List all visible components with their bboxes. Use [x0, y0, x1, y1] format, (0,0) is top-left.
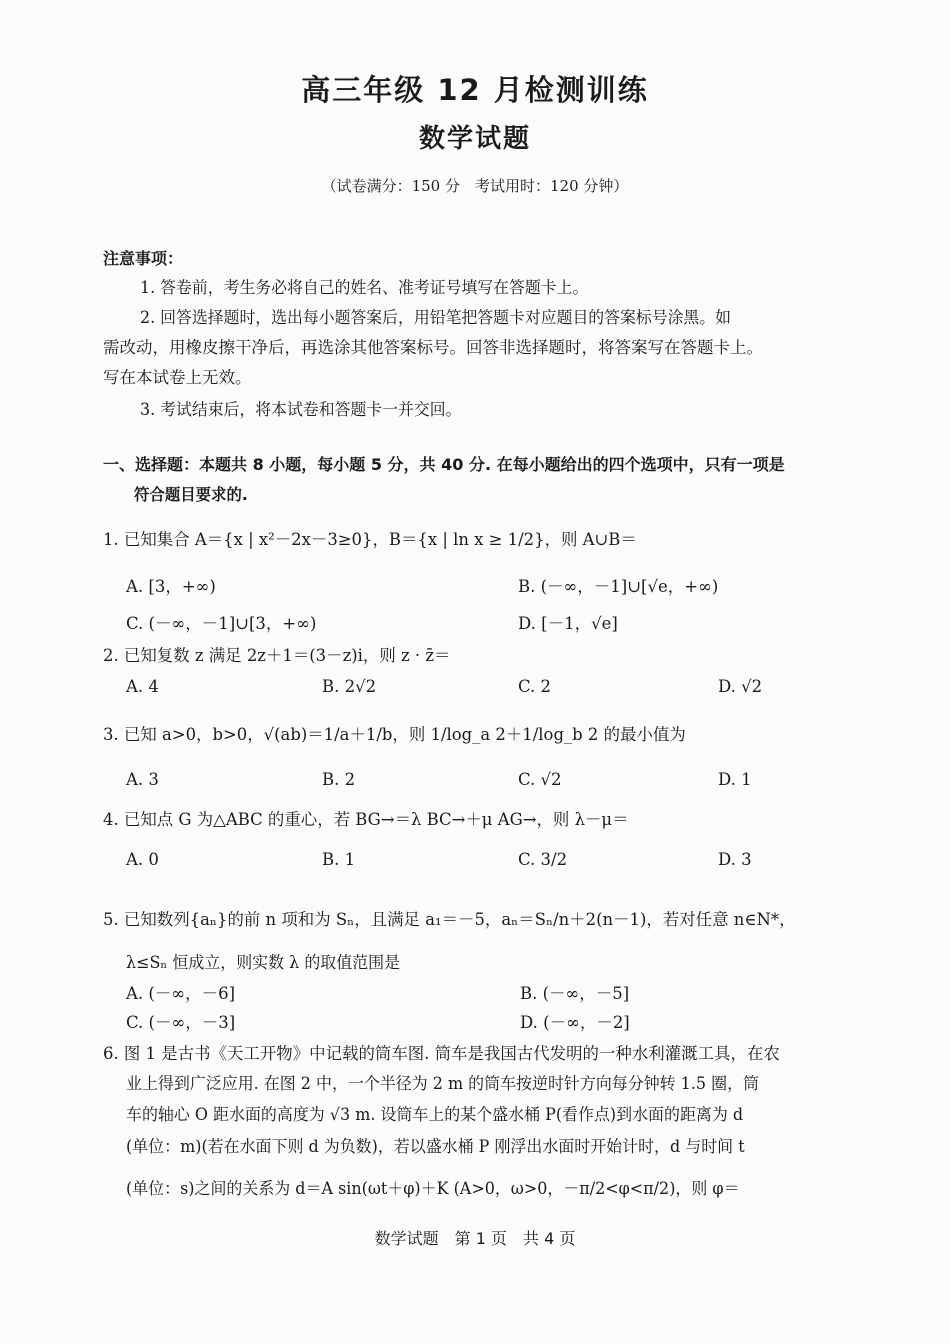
q2-option-a: A. 4	[126, 677, 159, 696]
q3-option-a: A. 3	[126, 770, 159, 789]
q2-option-c: C. 2	[518, 677, 552, 696]
question-5: 5. 已知数列{aₙ}的前 n 项和为 Sₙ，且满足 a₁＝－5，aₙ＝Sₙ/n＋2(n－1)，若对任意 n∈N*，	[103, 910, 796, 929]
q4-option-d: D. 3	[718, 850, 752, 869]
q1-option-a: A. [3，+∞)	[126, 577, 216, 596]
q5-option-d: D. (－∞，－2]	[520, 1013, 630, 1032]
question-6: 6. 图 1 是古书《天工开物》中记载的筒车图. 筒车是我国古代发明的一种水利灌溉工具，在农	[103, 1044, 780, 1063]
q3-option-d: D. 1	[718, 770, 752, 789]
q1-option-b: B. (－∞，－1]∪[√e，+∞)	[518, 577, 719, 596]
exam-title: 高三年级 12 月检测训练	[301, 73, 649, 107]
q4-option-a: A. 0	[126, 850, 159, 869]
notice-line: 3. 考试结束后，将本试卷和答题卡一并交回。	[140, 400, 462, 419]
notice-line: 2. 回答选择题时，选出每小题答案后，用铅笔把答题卡对应题目的答案标号涂黑。如	[140, 308, 732, 327]
q4-option-b: B. 1	[322, 850, 356, 869]
question-6-line: 车的轴心 O 距水面的高度为 √3 m. 设筒车上的某个盛水桶 P(看作点)到水面的距离为 d	[126, 1105, 744, 1124]
page-footer: 数学试题 第 1 页 共 4 页	[374, 1229, 576, 1248]
question-6-line: (单位：s)之间的关系为 d＝A sin(ωt＋φ)＋K (A>0，ω>0，－π/2<φ<π/2)，则 φ＝	[126, 1179, 740, 1198]
q3-option-b: B. 2	[322, 770, 356, 789]
exam-info: （试卷满分：150 分 考试用时：120 分钟）	[321, 177, 629, 195]
question-4: 4. 已知点 G 为△ABC 的重心，若 BG→＝λ BC→＋μ AG→，则 λ－μ＝	[103, 810, 629, 829]
question-3: 3. 已知 a>0，b>0，√(ab)＝1/a＋1/b，则 1/log_a 2＋1/log_b 2 的最小值为	[103, 725, 686, 744]
q1-option-c: C. (－∞，－1]∪[3，+∞)	[126, 614, 317, 633]
notice-line: 1. 答卷前，考生务必将自己的姓名、准考证号填写在答题卡上。	[140, 278, 589, 297]
question-6-line: (单位：m)(若在水面下则 d 为负数)，若以盛水桶 P 刚浮出水面时开始计时，d 与时间 t	[126, 1137, 745, 1156]
question-5-cont: λ≤Sₙ 恒成立，则实数 λ 的取值范围是	[126, 953, 401, 972]
q2-option-b: B. 2√2	[322, 677, 377, 696]
notice-line: 需改动，用橡皮擦干净后，再选涂其他答案标号。回答非选择题时，将答案写在答题卡上。	[103, 338, 763, 357]
q2-option-d: D. √2	[718, 677, 763, 696]
question-2: 2. 已知复数 z 满足 2z＋1＝(3－z)i，则 z · z̄＝	[103, 646, 451, 665]
notice-heading: 注意事项：	[103, 249, 184, 268]
q4-option-c: C. 3/2	[518, 850, 568, 869]
section-heading: 一、选择题：本题共 8 小题，每小题 5 分，共 40 分. 在每小题给出的四个选项中，只有一项是	[103, 455, 785, 474]
q5-option-c: C. (－∞，－3]	[126, 1013, 236, 1032]
q5-option-a: A. (－∞，－6]	[126, 984, 236, 1003]
question-6-line: 业上得到广泛应用. 在图 2 中，一个半径为 2 m 的筒车按逆时针方向每分钟转 1.5 圈，筒	[126, 1074, 759, 1093]
q5-option-b: B. (－∞，－5]	[520, 984, 630, 1003]
q1-option-d: D. [－1，√e]	[518, 614, 618, 633]
notice-line: 写在本试卷上无效。	[103, 368, 252, 387]
section-heading-cont: 符合题目要求的.	[134, 485, 248, 504]
subject-title: 数学试题	[418, 124, 531, 154]
q3-option-c: C. √2	[518, 770, 562, 789]
question-1: 1. 已知集合 A＝{x | x²－2x－3≥0}，B＝{x | ln x ≥ 1/2}，则 A∪B＝	[103, 530, 637, 549]
